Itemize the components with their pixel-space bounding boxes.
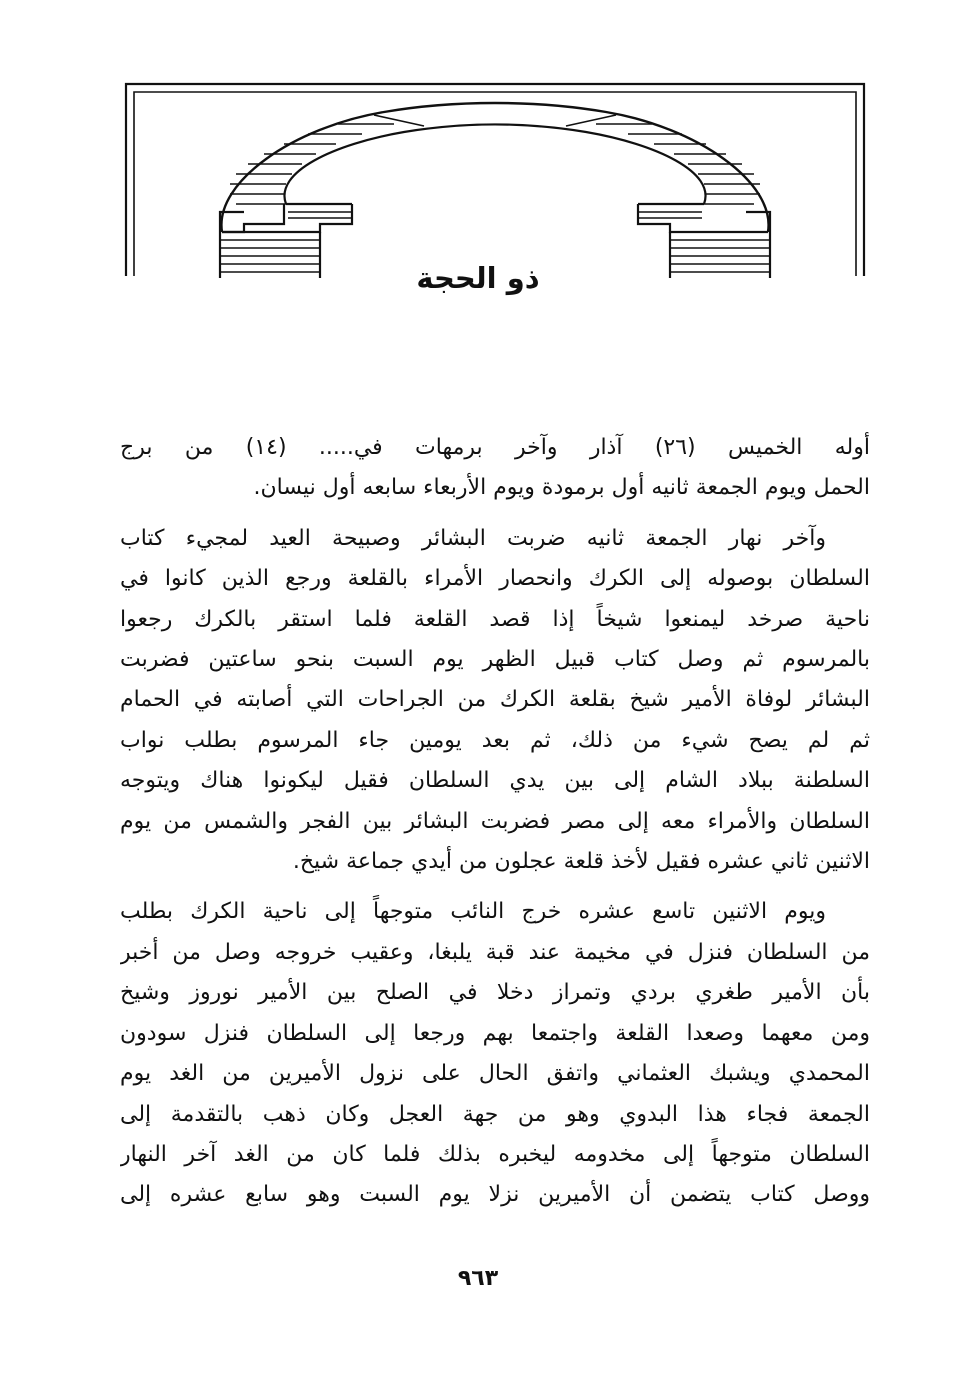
page-number: ٩٦٣ bbox=[457, 1266, 499, 1291]
text-line: السلطان والأمراء معه إلى مصر فضربت البشائر بين الفجر والشمس من يوم bbox=[120, 808, 870, 834]
text-line: بأن الأمير طغري بردي وتمراز دخلا في الصلح بين الأمير نوروز وشيخ bbox=[120, 980, 870, 1006]
text-line: البشائر لوفاة الأمير شيخ بقلعة الكرك من الجراحات التي أصابته في الحمام bbox=[120, 687, 870, 713]
text-line: بالمرسوم ثم وصل كتاب قبيل الظهر يوم السبت بنحو ساعتين فضربت bbox=[120, 647, 870, 673]
text-line: أوله الخميس (٢٦) آذار وآخر برمهات في..... (١٤) من برج bbox=[120, 435, 870, 460]
text-line: ومن معهما وصعدا القلعة واجتمعا بهم ورجعا إلى السلطان فنزل سودون bbox=[120, 1020, 870, 1046]
paragraph-3 bbox=[120, 892, 870, 1215]
text-line: الحمل ويوم الجمعة ثانيه أول برمودة ويوم الأربعاء سابعه أول نيسان. bbox=[253, 475, 870, 501]
body-text bbox=[120, 428, 870, 1226]
text-line: من السلطان فنزل في مخيمة عند قبة يلبغا، وعقيب خروجه وصل من أخبر bbox=[120, 939, 870, 965]
text-line: الجمعة فجاء هذا البدوي وهو من جهة العجل وكان ذهب بالتقدمة إلى bbox=[120, 1101, 870, 1127]
text-line: السلطان متوجهاً إلى مخدومه ليخبره بذلك فلما كان من الغد آخر النهار bbox=[120, 1141, 870, 1167]
text-line: ووصل كتاب يتضمن أن الأميرين نزلا يوم السبت وهو سابع عشره إلى bbox=[120, 1182, 870, 1208]
paragraph-1 bbox=[120, 428, 870, 509]
text-line: وآخر نهار الجمعة ثانيه ضربت البشائر وصبيحة العيد لمجيء كتاب bbox=[120, 525, 826, 551]
text-line: الاثنين ثاني عشره فقيل لأخذ قلعة عجلون من أيدي جماعة شيخ. bbox=[292, 849, 870, 875]
chapter-title: ذو الحجة bbox=[416, 261, 540, 295]
text-line: السلطنة ببلاد الشام إلى بين يدي السلطان فقيل ليكونوا هناك ويتوجه bbox=[120, 768, 870, 794]
text-line: ويوم الاثنين تاسع عشره خرج النائب متوجهاً إلى ناحية الكرك بطلب bbox=[120, 899, 826, 925]
text-line: ناحية صرخد ليمنعوا شيخاً إذا قصد القلعة فلما استقر بالكرك رجعوا bbox=[120, 606, 870, 632]
chapter-header-ornament bbox=[124, 82, 866, 278]
paragraph-2 bbox=[120, 519, 870, 883]
text-line: ثم لم يصح شيء من ذلك، ثم بعد يومين جاء المرسوم بطلب نواب bbox=[120, 727, 870, 753]
text-line: السلطان بوصوله إلى الكرك وانحصار الأمراء بالقلعة ورجع الذين كانوا في bbox=[120, 566, 870, 592]
text-line: المحمدي ويشبك العثماني واتفق الحال على نزول الأميرين من الغد يوم bbox=[120, 1061, 870, 1087]
